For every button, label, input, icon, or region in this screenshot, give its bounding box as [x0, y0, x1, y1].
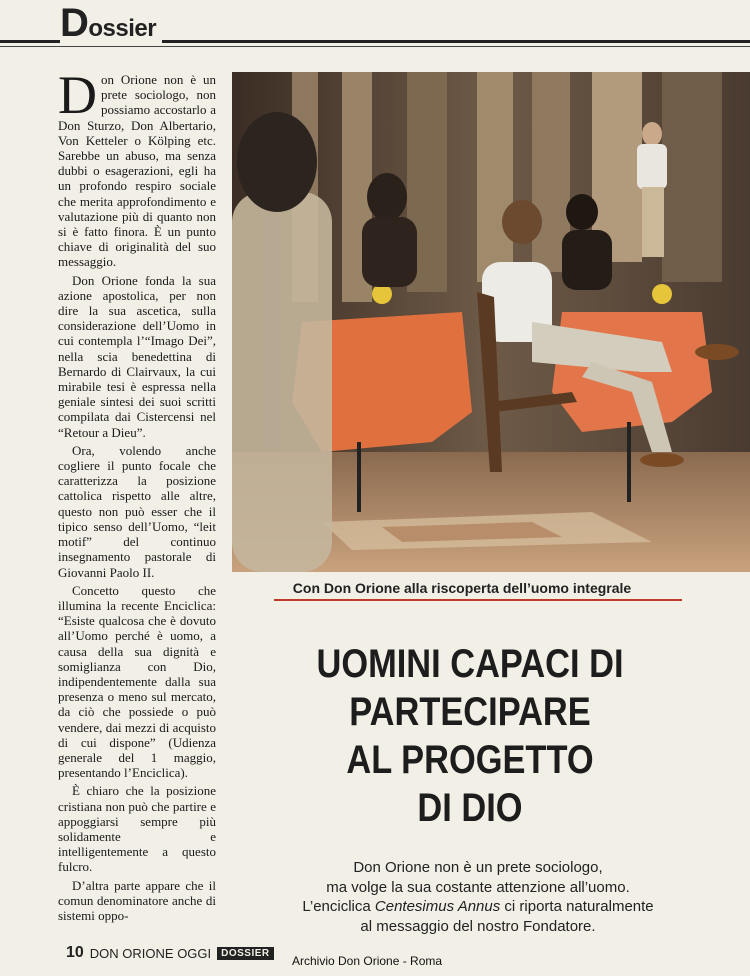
article-paragraph: Ora, volendo anche cogliere il punto focale che caratterizza la posizione cattolica rispetto alle altre, questo non può esser che il tipico senso dell’Uomo, “leit motif” del continuo insegnamento pastorale di Giovanni Paolo II. [58, 442, 216, 580]
magazine-name: DON ORIONE OGGI [89, 945, 212, 961]
archive-credit: Archivio Don Orione - Roma [292, 954, 443, 968]
cafe-photo [232, 72, 750, 572]
deck-line: al messaggio del nostro Fondatore. [360, 917, 596, 935]
article-paragraph: Concetto questo che illumina la recente Enciclica: “Esiste qualcosa che è dovuto all’Uomo perché è uomo, a causa della sua dignità e somiglianza con Dio, indipendentemente dalla sua presenza o meno sul mercato, da ciò che possiede o può vendere, dai mezzi di acquisto di cui dispone” (Udienza generale del 1 maggio, presentando l’Enciclica). [58, 582, 216, 781]
deck-line: Don Orione non è un prete sociologo, [353, 859, 603, 876]
section-badge: DOSSIER [217, 947, 274, 960]
deck-line: L’enciclica Centesimus Annus ci riporta naturalmente [302, 898, 654, 915]
headline-line: AL PROGETTO [346, 738, 594, 782]
headline [272, 640, 668, 832]
headline-line: UOMINI CAPACI DI [316, 642, 624, 686]
article-paragraph: Don Orione non è un prete sociologo, non possiamo accostarlo a Don Sturzo, Don Albertario, Von Ketteler o Kölping etc. Sarebbe un abuso, ma senza dubbi o esagerazioni, egli ha un profondo respiro sociale che merita approfondimento e valutazione più di quanto non si è fatto finora. È un punto chiave di originalità del suo messaggio. [58, 65, 216, 270]
article-column [58, 65, 216, 926]
article-paragraph: D’altra parte appare che il comun denominatore anche di sistemi oppo- [58, 877, 216, 923]
photo-caption: Con Don Orione alla riscoperta dell’uomo integrale [292, 580, 632, 596]
section-title-initial: D [60, 1, 89, 45]
article-paragraph: È chiaro che la posizione cristiana non può che partire e appoggiarsi sempre più solidamente e intelligentemente a questo fulcro. [58, 783, 216, 875]
folio [66, 944, 274, 962]
section-title-rest: ossier [88, 15, 157, 42]
headline-line: DI DIO [417, 786, 523, 830]
cafe-photo-illustration [232, 72, 750, 572]
headline-line: PARTECIPARE [349, 690, 591, 734]
deck-line: ma volge la sua costante attenzione all’uomo. [326, 878, 630, 896]
page-number: 10 [66, 944, 84, 961]
encyclical-title: Centesimus Annus [374, 898, 501, 915]
article-paragraph: Don Orione fonda la sua azione apostolica, per non dire la sua ascetica, sulla considerazione dell’Uomo in cui contempla l’“Imago Dei”, nella scia benedettina di Bernardo di Clairvaux, la cui mirabile tesi è espressa nella geniale sintesi dei suoi scritti compilata dai Cistercensi nel “Retour a Dieu”. [58, 272, 216, 440]
caption-underline [274, 599, 682, 601]
deck [258, 858, 698, 936]
section-title [60, 0, 162, 46]
header-rule-thin [0, 46, 750, 47]
drop-cap: D [58, 65, 97, 125]
